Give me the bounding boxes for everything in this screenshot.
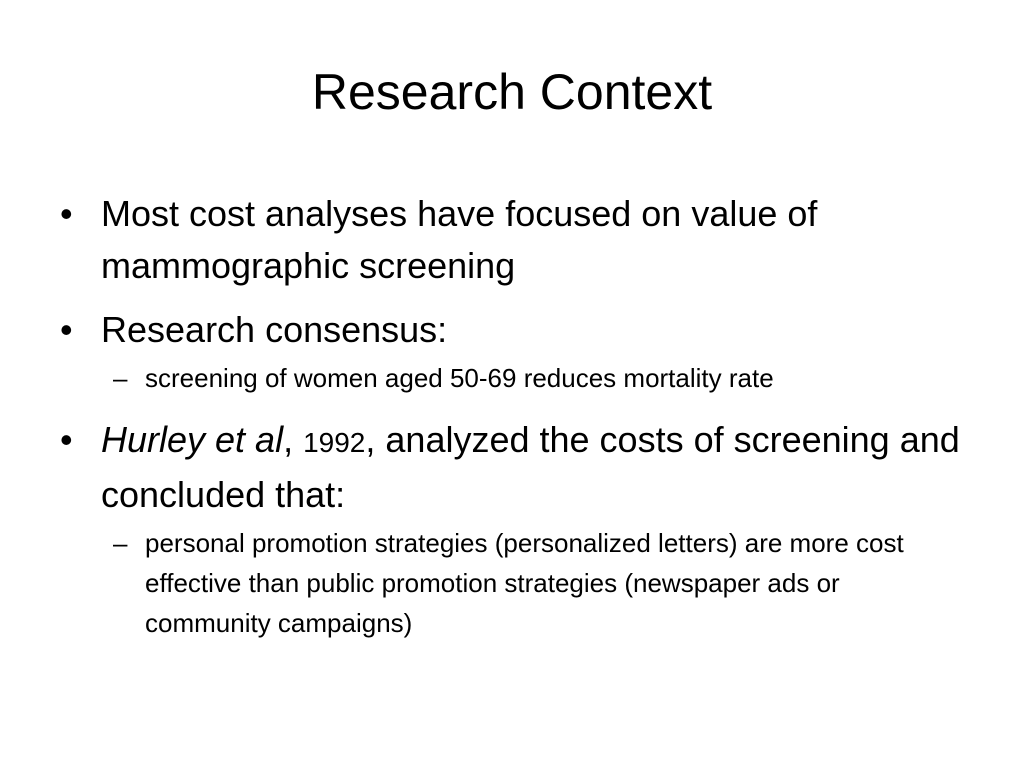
bullet-item	[60, 414, 960, 521]
bullet-icon: •	[60, 193, 73, 234]
citation-year: 1992	[303, 427, 366, 458]
bullet-icon: •	[60, 419, 73, 460]
sub-bullet-item	[60, 358, 960, 398]
dash-icon: –	[113, 528, 128, 558]
sub-bullet-text: personal promotion strategies (personalized letters) are more cost effective than public promotion strategies (newspaper ads or community campaigns)	[145, 528, 904, 638]
slide-title: Research Context	[311, 64, 713, 120]
bullet-icon: •	[60, 309, 73, 350]
bullet-text: , analyzed the costs of screening and concluded that:	[101, 419, 960, 515]
bullet-item	[60, 188, 960, 292]
bullet-text: Research consensus:	[101, 309, 448, 350]
slide-content	[60, 188, 960, 659]
bullet-text-group	[101, 419, 960, 515]
dash-icon: –	[113, 363, 128, 393]
citation-comma: ,	[283, 419, 304, 460]
citation-author: Hurley et al	[101, 419, 284, 460]
sub-bullet-item	[60, 523, 960, 643]
bullet-text: Most cost analyses have focused on value of mammographic screening	[101, 193, 818, 286]
sub-bullet-text: screening of women aged 50-69 reduces mortality rate	[145, 363, 774, 393]
bullet-item	[60, 304, 960, 356]
